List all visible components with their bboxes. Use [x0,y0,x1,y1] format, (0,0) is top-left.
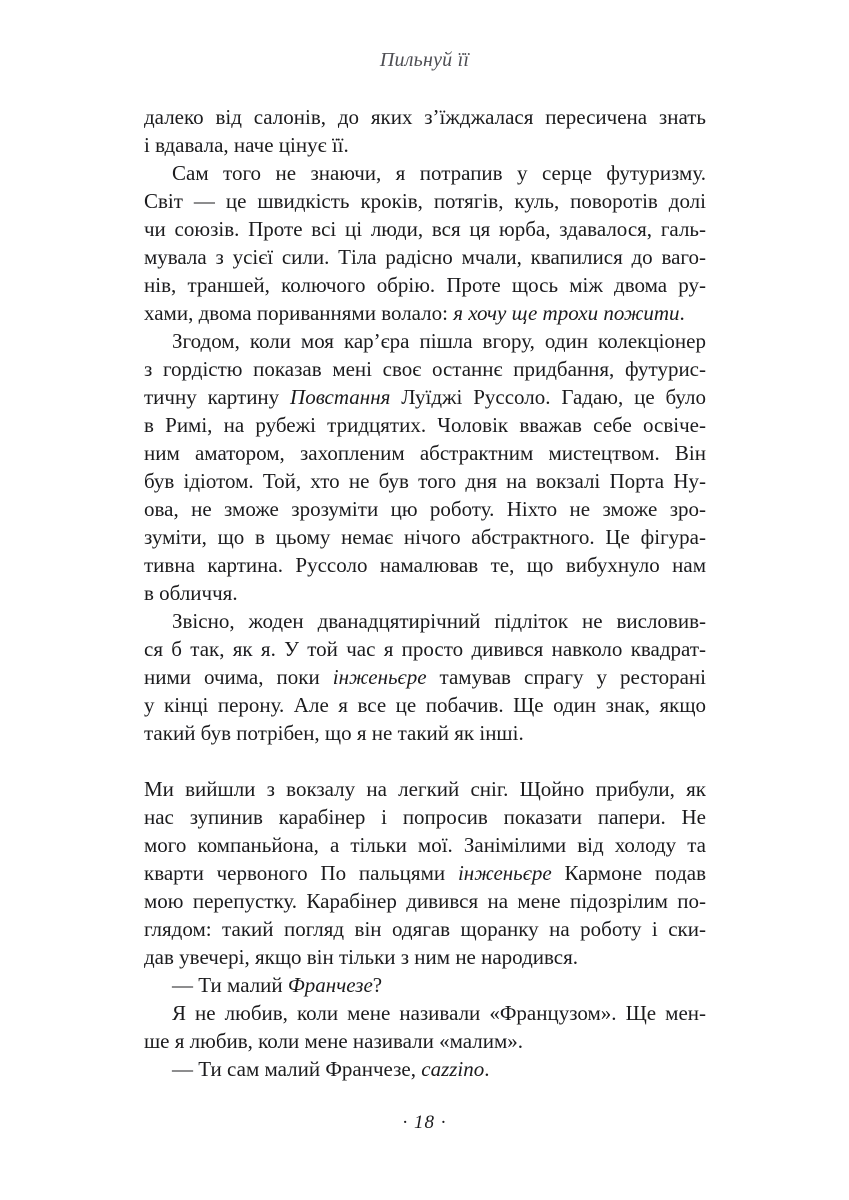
text-run: Кармоне подав [551,861,706,885]
text-run: з гордістю показав мені своє останнє придбання, футурис- [144,357,706,381]
text-run: мою перепустку. Карабінер дивився на мене підозрілим по- [144,889,706,913]
text-line [144,887,706,915]
text-line [144,943,706,971]
text-run: ова, не зможе зрозуміти цю роботу. Ніхто не зможе зро- [144,497,706,521]
text-run: ше я любив, коли мене називали «малим». [144,1029,524,1053]
text-line [144,915,706,943]
paragraph [144,971,706,999]
text-run: Я не любив, коли мене називали «Французом». Ще мен- [172,1001,706,1025]
text-run: зуміти, що в цьому немає нічого абстрактного. Це фігура- [144,525,706,549]
text-run: такий був потрібен, що я не такий як інші. [144,721,524,745]
text-run: Звісно, жоден дванадцятирічний підліток не висловив- [172,609,706,633]
text-line [144,971,706,999]
paragraph [144,159,706,327]
text-line [144,103,706,131]
paragraph [144,607,706,747]
text-line [144,327,706,355]
text-run: нас зупинив карабінер і попросив показати папери. Не [144,805,706,829]
text-run: кварти червоного По пальцями [144,861,458,885]
text-line [144,1055,706,1083]
text-run: Сам того не знаючи, я потрапив у серце футуризму. [172,161,706,185]
text-run: у кінці перону. Але я все це побачив. Ще один знак, якщо [144,693,706,717]
text-run: тичну картину [144,385,291,409]
text-run: Ми вийшли з вокзалу на легкий сніг. Щойно прибули, як [144,777,706,801]
italic-text-run: інженьєре [332,665,427,689]
text-line [144,999,706,1027]
italic-text-run: Франчезе [287,973,373,997]
text-line [144,411,706,439]
text-run: був ідіотом. Той, хто не був того дня на вокзалі Порта Ну- [144,469,706,493]
text-run: — Ти сам малий Франчезе, [172,1057,422,1081]
text-line [144,243,706,271]
text-line [144,215,706,243]
paragraph [144,327,706,607]
text-run: в Римі, на рубежі тридцятих. Чоловік вважав себе освіче- [144,413,706,437]
text-run: в обличчя. [144,581,238,605]
text-line [144,719,706,747]
italic-text-run: інженьєре [457,861,552,885]
text-run: тамував спрагу у ресторані [426,665,706,689]
text-line [144,607,706,635]
text-run: хами, двома пориваннями волало: [144,301,454,325]
text-run: чи союзів. Проте всі ці люди, вся ця юрба, здавалося, галь- [144,217,706,241]
text-line [144,187,706,215]
paragraph [144,103,706,159]
text-run: — Ти малий [172,973,288,997]
text-run: Луїджі Руссоло. Гадаю, це було [390,385,706,409]
text-run: ними очима, поки [144,665,333,689]
text-line [144,775,706,803]
italic-text-run: Повстання [290,385,391,409]
text-line [144,803,706,831]
text-line [144,467,706,495]
text-line [144,131,706,159]
text-line [144,439,706,467]
text-line [144,551,706,579]
text-line [144,383,706,411]
text-run: . [484,1057,490,1081]
text-run: мувала з усієї сили. Тіла радісно мчали, квапилися до ваго- [144,245,706,269]
text-run: мого компаньйона, а тільки мої. Занімілими від холоду та [144,833,706,857]
text-run: тивна картина. Руссоло намалював те, що вибухнуло нам [144,553,706,577]
running-header: Пильнуй її [379,49,470,71]
text-run: нів, траншей, колючого обрію. Проте щось між двома ру- [144,273,706,297]
text-run: далеко від салонів, до яких з’їжджалася пересичена знать [144,105,706,129]
text-run: глядом: такий погляд він одягав щоранку на роботу і ски- [144,917,706,941]
text-line [144,495,706,523]
paragraph [144,775,706,971]
text-line [144,831,706,859]
text-line [144,859,706,887]
text-run: ? [372,973,383,997]
paragraph [144,999,706,1055]
text-line [144,299,706,327]
text-line [144,355,706,383]
text-line [144,1027,706,1055]
body-text [144,103,706,1083]
paragraph [144,1055,706,1083]
italic-text-run: cazzino [421,1057,485,1081]
text-run: ним аматором, захопленим абстрактним мистецтвом. Він [144,441,706,465]
italic-text-run: я хочу ще трохи пожити [453,301,680,325]
text-line [144,579,706,607]
text-run: ся б так, як я. У той час я просто дивився навколо квадрат- [144,637,706,661]
text-run: дав увечері, якщо він тільки з ним не народився. [144,945,579,969]
text-run: Згодом, коли моя кар’єра пішла вгору, один колекціонер [172,329,706,353]
text-run: . [679,301,685,325]
text-line [144,635,706,663]
text-line [144,159,706,187]
text-line [144,523,706,551]
text-line [144,271,706,299]
text-line [144,663,706,691]
text-run: і вдавала, наче цінує її. [144,133,349,157]
text-line [144,691,706,719]
text-run: Світ — це швидкість кроків, потягів, куль, поворотів долі [144,189,706,213]
page-number: · 18 · [402,1112,447,1133]
